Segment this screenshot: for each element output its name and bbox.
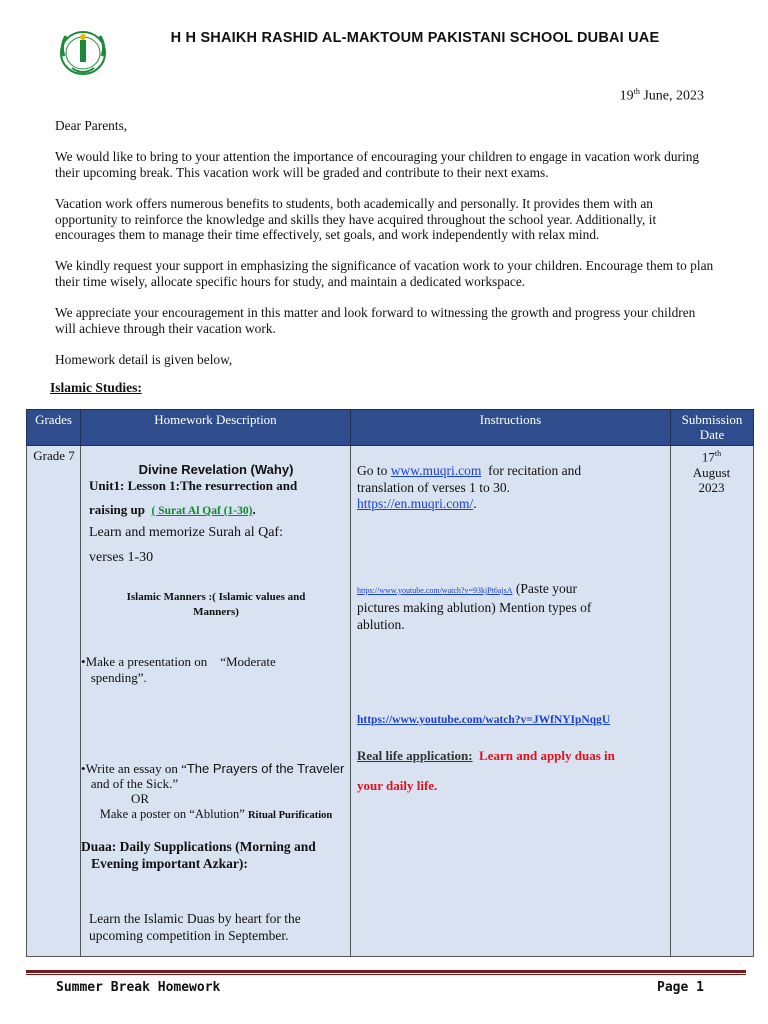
- youtube-link-duas[interactable]: https://www.youtube.com/watch?v=JWfNYIpNqgU: [357, 714, 611, 726]
- bullet-icon: •: [81, 761, 86, 776]
- real-life-application: Real life application: Learn and apply duas in your daily life.: [357, 748, 615, 793]
- header-grades: Grades: [27, 410, 81, 446]
- footer-rule: [26, 970, 746, 973]
- bullet-presentation: •Make a presentation on “Moderate spending”.: [81, 654, 276, 685]
- youtube-line-2: [357, 714, 610, 726]
- header-submission: Submission Date: [671, 410, 754, 446]
- bullet-icon: •: [81, 654, 86, 669]
- duaa-heading: Duaa: Daily Supplications (Morning and Evening important Azkar):: [81, 839, 316, 871]
- school-logo: [54, 26, 112, 78]
- submission-cell: [671, 446, 754, 957]
- verses-text: verses 1-30: [89, 550, 154, 565]
- letter-date: 19th June, 2023: [619, 87, 704, 104]
- instructions-cell: [351, 446, 671, 957]
- table-header-row: [27, 410, 754, 446]
- muqri-link[interactable]: www.muqri.com: [390, 463, 482, 478]
- school-name: H H SHAIKH RASHID AL-MAKTOUM PAKISTANI SCHOOL DUBAI UAE: [170, 30, 660, 46]
- submission-date: 17th August 2023: [692, 449, 731, 496]
- poster-text: Make a poster on “Ablution” Ritual Purification: [99, 807, 333, 821]
- paragraph-3: We kindly request your support in emphasizing the significance of vacation work to your children. Encourage them to plan their time wisely, allocate specific hours for study, and maintain a dedicated workspace.: [55, 258, 714, 289]
- description-cell: [81, 446, 351, 957]
- en-muqri-line: https://en.muqri.com/.: [357, 496, 477, 511]
- letter-body: [55, 118, 715, 383]
- lesson-title: Divine Revelation (Wahy): [138, 462, 294, 477]
- ablution-instruction: https://www.youtube.com/watch?v=93kjPt6ajsA (Paste your pictures making ablution) Mention types of ablution.: [357, 581, 592, 632]
- table-row: [27, 446, 754, 957]
- unit-line-2: raising up ( Surat Al Qaf (1-30).: [89, 502, 256, 517]
- paragraph-1: We would like to bring to your attention the importance of encouraging your children to engage in vacation work during their upcoming break. This vacation work will be graded and contribute to their next exams.: [55, 149, 700, 180]
- paragraph-4: We appreciate your encouragement in this matter and look forward to witnessing the growth and progress your children will achieve through their vacation work.: [55, 305, 696, 336]
- unit-line: Unit1: Lesson 1:The resurrection and: [89, 478, 298, 493]
- muqri-instruction: Go to www.muqri.com for recitation and translation of verses 1 to 30.: [357, 463, 582, 495]
- subject-title: Islamic Studies:: [50, 380, 142, 395]
- surah-link[interactable]: ( Surat Al Qaf (1-30): [151, 505, 253, 517]
- homework-table: [26, 409, 754, 957]
- header-instructions: Instructions: [351, 410, 671, 446]
- en-muqri-link[interactable]: https://en.muqri.com/: [357, 496, 474, 511]
- bullet-essay: •Write an essay on “The Prayers of the Traveler and of the Sick.”: [81, 761, 345, 791]
- paragraph-5: Homework detail is given below,: [55, 351, 233, 367]
- paragraph-2: Vacation work offers numerous benefits to students, both academically and personally. It provides them with an opportunity to reinforce the knowledge and skills they have acquired throughout the school year. Additionally, it encourages them to manage their time effectively, set goals, and work independently with relax mind.: [55, 195, 657, 243]
- memorize-text: Learn and memorize Surah al Qaf:: [89, 525, 283, 540]
- header-description: Homework Description: [81, 410, 351, 446]
- learn-duas-text: Learn the Islamic Duas by heart for the upcoming competition in September.: [89, 911, 301, 943]
- grade-text: Grade 7: [33, 448, 75, 463]
- salutation: Dear Parents,: [55, 118, 128, 133]
- grade-cell: [27, 446, 81, 957]
- or-text: OR: [131, 791, 150, 806]
- footer-rule-thin: [26, 974, 746, 975]
- page-number: Page 1: [657, 980, 704, 995]
- manners-heading: Islamic Manners :( Islamic values and Manners): [126, 591, 306, 618]
- footer-title: Summer Break Homework: [56, 980, 221, 995]
- youtube-link-ablution[interactable]: https://www.youtube.com/watch?v=93kjPt6ajsA: [357, 586, 513, 595]
